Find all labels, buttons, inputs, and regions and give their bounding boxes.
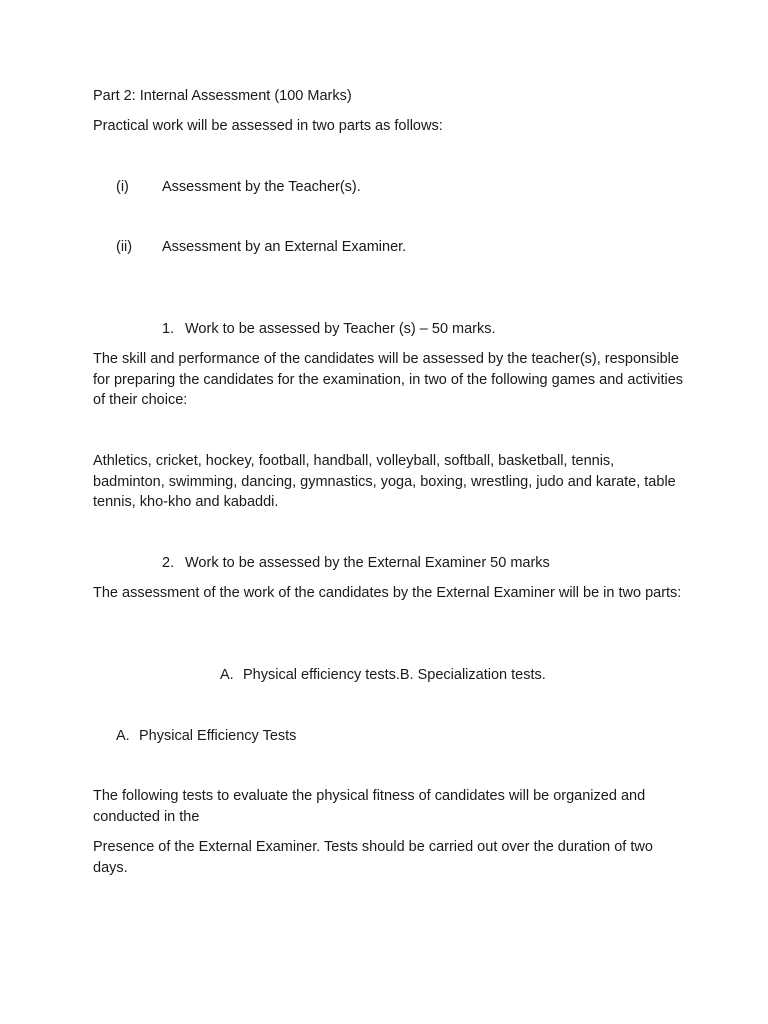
section-title-text: Work to be assessed by the External Examiner 50 marks: [185, 555, 550, 571]
list-item-part-i: [116, 177, 361, 198]
section-2-title: [162, 553, 550, 574]
subsection-a-title: [116, 726, 296, 747]
list-item-text: Physical efficiency tests.B. Specialization tests.: [243, 667, 546, 683]
list-item-text: Assessment by the Teacher(s).: [162, 179, 361, 195]
list-marker: (i): [116, 179, 129, 195]
section-title-text: Physical Efficiency Tests: [139, 728, 297, 744]
list-item-text: Assessment by an External Examiner.: [162, 239, 407, 255]
subsection-a-paragraph-1: The following tests to evaluate the physical fitness of candidates will be organized and conducted in the: [93, 788, 646, 825]
section-1-body: The skill and performance of the candidates will be assessed by the teacher(s), responsible for preparing the candidates for the examination, in two of the following games and activities of their choice:: [93, 351, 684, 408]
list-marker: 2.: [162, 555, 175, 571]
section-2-body: The assessment of the work of the candidates by the External Examiner will be in two parts:: [93, 585, 682, 601]
list-marker: A.: [116, 728, 130, 744]
list-marker: 1.: [162, 321, 175, 337]
list-marker: (ii): [116, 239, 133, 255]
intro-paragraph: Practical work will be assessed in two parts as follows:: [93, 118, 443, 134]
tests-list-item: [220, 665, 546, 686]
list-marker: A.: [220, 667, 234, 683]
section-title-text: Work to be assessed by Teacher (s) – 50 marks.: [185, 321, 496, 337]
subsection-a-paragraph-2: Presence of the External Examiner. Tests should be carried out over the duration of two days.: [93, 839, 653, 876]
games-list-paragraph: Athletics, cricket, hockey, football, handball, volleyball, softball, basketball, tennis, badminton, swimming, dancing, gymnastics, yoga, boxing, wrestling, judo and karate, table tennis, kho-kho and kabaddi.: [93, 453, 676, 510]
heading: Part 2: Internal Assessment (100 Marks): [93, 88, 352, 104]
list-item-part-ii: [116, 237, 406, 258]
section-1-title: [162, 319, 496, 340]
